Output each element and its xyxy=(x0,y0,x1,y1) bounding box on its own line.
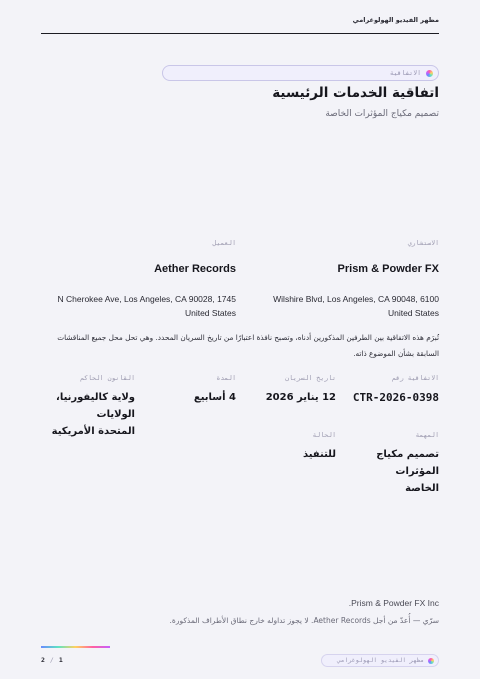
page-number xyxy=(41,656,63,664)
task-field xyxy=(344,431,439,497)
document-title: اتفاقية الخدمات الرئيسية xyxy=(272,85,439,101)
governing-law-label: القانون الحاكم xyxy=(80,374,135,382)
contractor-label: الاستشاري xyxy=(407,239,439,247)
document-subtitle: تصميم مكياج المؤثرات الخاصة xyxy=(325,109,439,119)
agreement-tag xyxy=(162,65,439,81)
task-label: المهمة xyxy=(415,431,439,439)
contractor-address-line1: Wilshire Blvd, Los Angeles, CA 90048, 6100 xyxy=(273,294,439,304)
governing-law-value-line2: المتحدة الأمريكية xyxy=(51,426,135,437)
task-value-line1: تصميم مكياج المؤثرات xyxy=(376,449,439,477)
client-address-line2: United States xyxy=(184,308,236,318)
duration-field xyxy=(151,374,236,406)
agreement-number-label: الاتفاقية رقم xyxy=(392,374,439,382)
client-address-line1: N Cherokee Ave, Los Angeles, CA 90028, 1745 xyxy=(57,294,236,304)
gradient-orb-icon xyxy=(426,70,433,77)
client-name: Aether Records xyxy=(154,263,236,275)
effective-date-label: تاريخ السريان xyxy=(285,374,336,382)
confidentiality-note: سرّي — أُعدّ من أجل Aether Records. لا يجوز تداوله خارج نطاق الأطراف المذكورة. xyxy=(169,616,439,625)
status-field xyxy=(236,431,336,463)
status-value: للتنفيذ xyxy=(302,449,336,460)
agreement-number-value: CTR-2026-0398 xyxy=(352,391,439,404)
page-total: 1 xyxy=(58,656,63,664)
contractor-block xyxy=(249,239,439,320)
contractor-address-line2: United States xyxy=(387,308,439,318)
governing-law-field xyxy=(41,374,135,440)
effective-date-value: 12 يناير 2026 xyxy=(265,392,336,403)
footer-brand-tag xyxy=(321,654,439,667)
agreement-number-field xyxy=(344,374,439,406)
status-label: الحالة xyxy=(312,431,336,439)
effective-date-field xyxy=(236,374,336,406)
header-divider xyxy=(41,33,439,34)
recital-line1: تُبرَم هذه الاتفاقية بين الطرفين المذكورين أدناه، وتصبح نافذة اعتبارًا من تاريخ السريان المحدد. وهي تحل محل جميع المناقشات xyxy=(57,333,439,342)
task-value-line2: الخاصة xyxy=(405,483,439,494)
duration-label: المدة xyxy=(216,374,236,382)
client-block xyxy=(46,239,236,320)
footer-brand-label: مظهر الفيديو الهولوغرامي xyxy=(337,657,424,664)
header-brand: مظهر الفيديو الهولوغرامي xyxy=(352,16,439,24)
recital-line2: السابقة بشأن الموضوع ذاته. xyxy=(353,349,439,358)
contractor-name: Prism & Powder FX xyxy=(337,263,439,275)
agreement-tag-label: الاتفاقية xyxy=(389,69,421,77)
footer-gradient-rule xyxy=(41,646,110,648)
recital-paragraph xyxy=(41,330,439,362)
duration-value: 4 أسابيع xyxy=(193,392,236,403)
page-separator: / xyxy=(49,656,54,664)
gradient-orb-icon xyxy=(428,658,434,664)
governing-law-value-line1: ولاية كاليفورنيا، الولايات xyxy=(56,392,135,420)
page-current: 2 xyxy=(41,656,45,664)
client-label: العميل xyxy=(212,239,236,247)
company-name: Prism & Powder FX Inc. xyxy=(348,598,439,608)
